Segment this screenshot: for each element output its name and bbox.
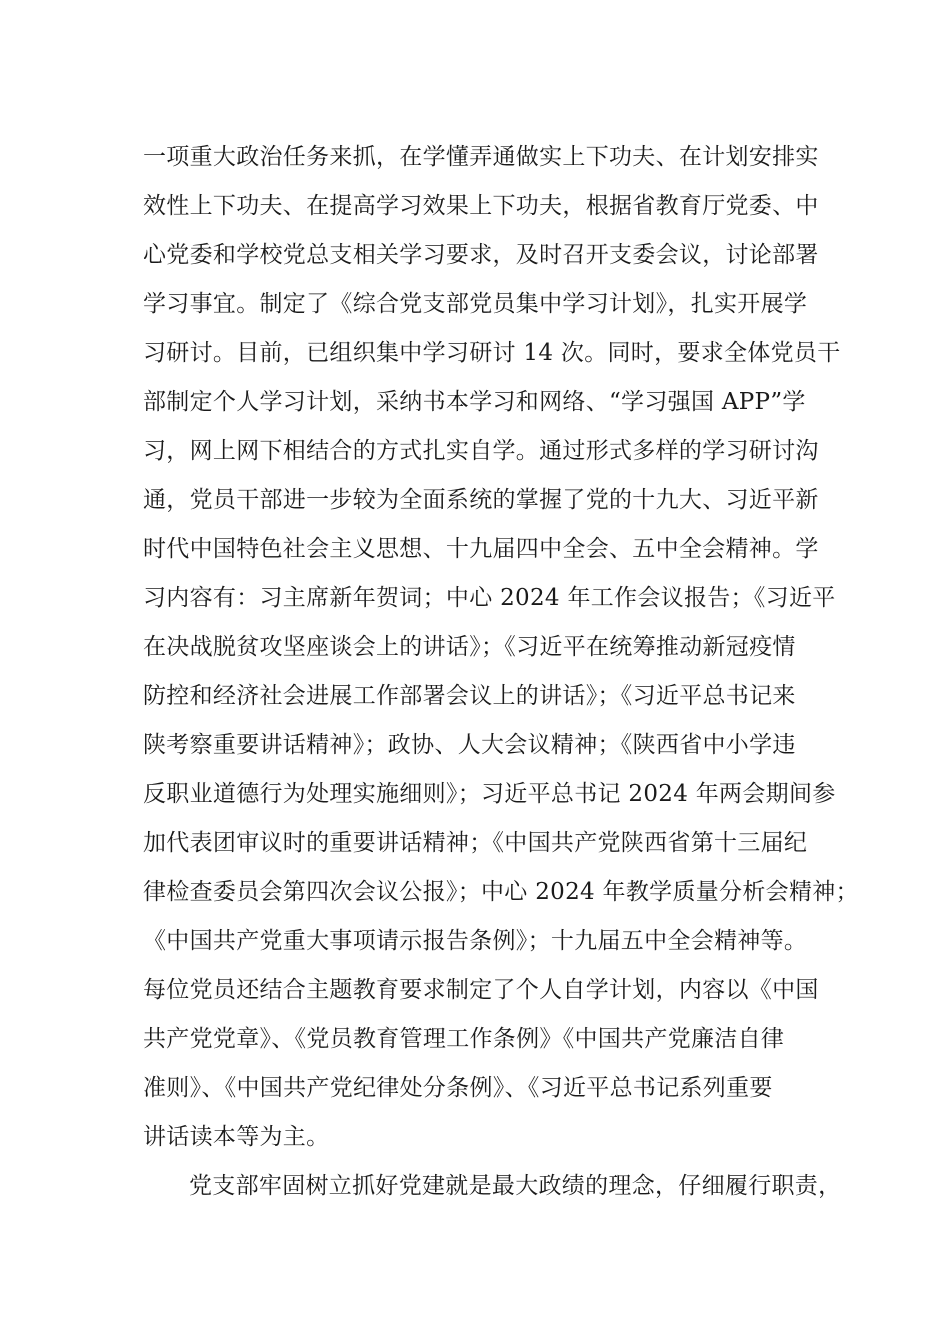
text-line: 时代中国特色社会主义思想、十九届四中全会、五中全会精神。学 [143,536,819,562]
text-line: 一项重大政治任务来抓，在学懂弄通做实上下功夫、在计划安排实 [143,144,819,170]
text-line: 党支部牢固树立抓好党建就是最大政绩的理念，仔细履行职责， [189,1173,842,1199]
text-line: 陕考察重要讲话精神》；政协、人大会议精神；《陕西省中小学违 [143,732,796,758]
text-line: 每位党员还结合主题教育要求制定了个人自学计划，内容以《中国 [143,977,819,1003]
text-line: 律检查委员会第四次会议公报》；中心 2024 年教学质量分析会精神； [143,879,859,905]
text-line: 习研讨。目前，已组织集中学习研讨 14 次。同时，要求全体党员干 [143,340,841,366]
text-line: 习，网上网下相结合的方式扎实自学。通过形式多样的学习研讨沟 [143,438,819,464]
text-line: 反职业道德行为处理实施细则》；习近平总书记 2024 年两会期间参 [143,781,836,807]
text-line: 共产党党章》、《党员教育管理工作条例》《中国共产党廉洁自律 [143,1026,785,1052]
text-line: 讲话读本等为主。 [143,1124,330,1150]
text-line: 准则》、《中国共产党纪律处分条例》、《习近平总书记系列重要 [143,1075,773,1101]
text-line: 习内容有：习主席新年贺词；中心 2024 年工作会议报告；《习近平 [143,585,836,611]
text-line: 在决战脱贫攻坚座谈会上的讲话》；《习近平在统筹推动新冠疫情 [143,634,796,660]
document-body [143,133,859,1211]
text-line: 部制定个人学习计划，采纳书本学习和网络、“学习强国 APP”学 [143,389,806,415]
text-line: 防控和经济社会进展工作部署会议上的讲话》；《习近平总书记来 [143,683,796,709]
text-line: 学习事宜。制定了《综合党支部党员集中学习计划》，扎实开展学 [143,291,808,317]
text-line: 心党委和学校党总支相关学习要求，及时召开支委会议，讨论部署 [143,242,819,268]
text-line: 通，党员干部进一步较为全面系统的掌握了党的十九大、习近平新 [143,487,819,513]
text-line: 效性上下功夫、在提高学习效果上下功夫，根据省教育厅党委、中 [143,193,819,219]
paragraph-1 [143,133,859,1162]
text-line: 《中国共产党重大事项请示报告条例》；十九届五中全会精神等。 [143,928,808,954]
paragraph-2 [143,1162,842,1211]
text-line: 加代表团审议时的重要讲话精神；《中国共产党陕西省第十三届纪 [143,830,808,856]
